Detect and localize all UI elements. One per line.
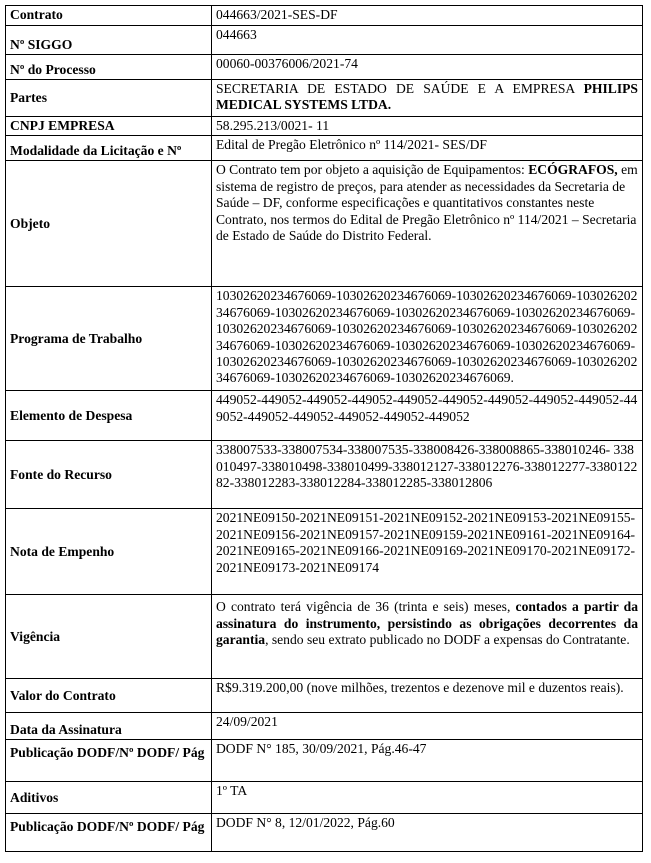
value-aditivos: 1º TA [211, 782, 642, 814]
objeto-text-c: em sistema de registro de preços, para atender as necessidades da Secretaria de Saúde – DF, conforme especificações e quantitativos constantes neste Contrato, nos termos do Edital de Pregão Eletrônico nº 114/2021 – Secretaria de Estado de Saúde do Distrito Federal. [215, 162, 638, 244]
row-modalidade [6, 136, 643, 161]
objeto-equipment: ECÓGRAFOS, [528, 162, 618, 178]
label-programa: Programa de Trabalho [6, 287, 212, 391]
value-contrato: 044663/2021-SES-DF [211, 6, 642, 26]
value-assinatura: 24/09/2021 [211, 713, 642, 740]
value-cnpj: 58.295.213/0021- 11 [211, 117, 642, 136]
row-fonte [6, 441, 643, 509]
row-assinatura [6, 713, 643, 740]
value-objeto [211, 161, 642, 287]
label-empenho: Nota de Empenho [6, 509, 212, 595]
row-objeto [6, 161, 643, 287]
label-valor: Valor do Contrato [6, 679, 212, 713]
label-siggo: Nº SIGGO [6, 26, 212, 55]
vigencia-highlight: contados a partir da assinatura do instrumento, persistindo as obrigações decorrentes da garantia [215, 599, 638, 648]
row-contrato [6, 6, 643, 26]
label-contrato: Contrato [6, 6, 212, 26]
row-aditivos [6, 782, 643, 814]
label-vigencia: Vigência [6, 595, 212, 679]
row-siggo [6, 26, 643, 55]
value-partes [211, 80, 642, 117]
label-aditivos: Aditivos [6, 782, 212, 814]
value-publicacao-2: DODF N° 8, 12/01/2022, Pág.60 [211, 814, 642, 852]
row-empenho [6, 509, 643, 595]
label-modalidade: Modalidade da Licitação e Nº [6, 136, 212, 161]
value-valor: R$9.319.200,00 (nove milhões, trezentos e dezenove mil e duzentos reais). [211, 679, 642, 713]
partes-company: PHILIPS MEDICAL SYSTEMS LTDA. [215, 81, 638, 113]
label-assinatura: Data da Assinatura [6, 713, 212, 740]
label-elemento: Elemento de Despesa [6, 391, 212, 441]
label-objeto: Objeto [6, 161, 212, 287]
row-processo [6, 55, 643, 80]
value-vigencia [211, 595, 642, 679]
value-publicacao-1: DODF N° 185, 30/09/2021, Pág.46-47 [211, 740, 642, 782]
row-elemento [6, 391, 643, 441]
value-fonte: 338007533-338007534-338007535-338008426-338008865-338010246- 338010497-338010498-338010499-338012127-338012276-338012277-338012282-338012283-338012284-338012285-338012806 [211, 441, 642, 509]
contract-info-table [5, 5, 643, 852]
label-partes: Partes [6, 80, 212, 117]
value-elemento: 449052-449052-449052-449052-449052-449052-449052-449052-449052-449052-449052-449052-449052-449052-449052 [211, 391, 642, 441]
row-programa [6, 287, 643, 391]
row-partes [6, 80, 643, 117]
row-vigencia [6, 595, 643, 679]
value-programa: 10302620234676069-10302620234676069-10302620234676069-10302620234676069-10302620234676069-10302620234676069-10302620234676069-10302620234676069-10302620234676069-10302620234676069-10302620234676069-10302620234676069-10302620234676069-10302620234676069-10302620234676069-10302620234676069-10302620234676069-10302620234676069-10302620234676069-10302620234676069. [211, 287, 642, 391]
value-modalidade: Edital de Pregão Eletrônico nº 114/2021- SES/DF [211, 136, 642, 161]
label-fonte: Fonte do Recurso [6, 441, 212, 509]
value-siggo: 044663 [211, 26, 642, 55]
label-publicacao-1: Publicação DODF/Nº DODF/ Pág [6, 740, 212, 782]
value-processo: 00060-00376006/2021-74 [211, 55, 642, 80]
label-cnpj: CNPJ EMPRESA [6, 117, 212, 136]
objeto-text-a: O Contrato tem por objeto a aquisição de Equipamentos: [215, 162, 529, 178]
row-cnpj [6, 117, 643, 136]
label-processo: Nº do Processo [6, 55, 212, 80]
partes-text: SECRETARIA DE ESTADO DE SAÚDE E A EMPRESA [215, 81, 584, 96]
vigencia-text-c: , sendo seu extrato publicado no DODF a expensas do Contratante. [265, 632, 630, 648]
value-empenho: 2021NE09150-2021NE09151-2021NE09152-2021NE09153-2021NE09155- 2021NE09156-2021NE09157-2021NE09159-2021NE09161-2021NE09164-2021NE09165-2021NE09166-2021NE09169-2021NE09170-2021NE09172-2021NE09173-2021NE09174 [211, 509, 642, 595]
row-publicacao-2 [6, 814, 643, 852]
vigencia-text-a: O contrato terá vigência de 36 (trinta e seis) meses, [215, 599, 516, 615]
row-valor [6, 679, 643, 713]
row-publicacao-1 [6, 740, 643, 782]
label-publicacao-2: Publicação DODF/Nº DODF/ Pág [6, 814, 212, 852]
